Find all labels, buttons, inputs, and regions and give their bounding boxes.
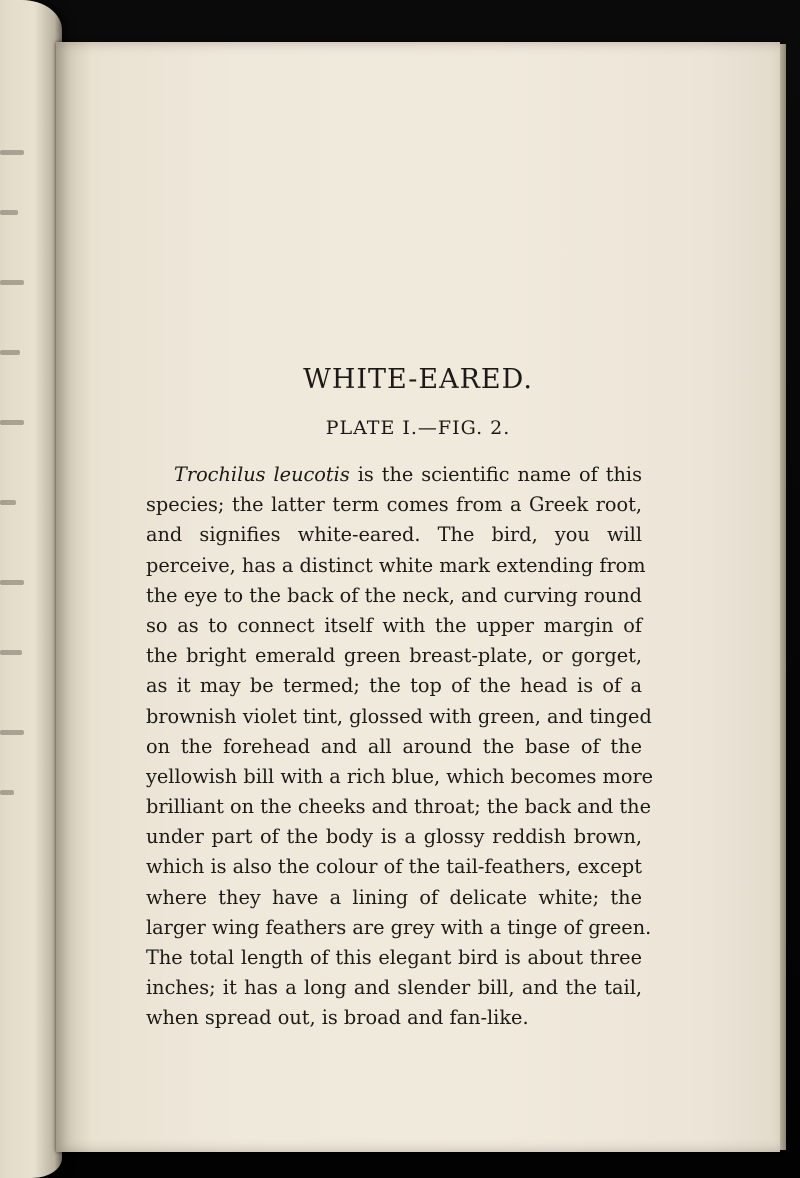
body-text (146, 460, 654, 1034)
bleed-through-mark (0, 730, 24, 735)
text-line: The total length of this elegant bird is about three (146, 946, 642, 969)
text-line: inches; it has a long and slender bill, and the tail, (146, 976, 642, 1000)
bleed-through-mark (0, 580, 24, 585)
bleed-through-mark (0, 210, 18, 215)
text-line: which is also the colour of the tail-feathers, except (146, 855, 642, 879)
bleed-through-mark (0, 350, 20, 355)
text-line: the bright emerald green breast-plate, or gorget, (146, 644, 642, 668)
text-line: on the forehead and all around the base of the (146, 734, 642, 758)
page-edge (780, 44, 786, 1150)
bleed-through-mark (0, 500, 16, 505)
text-line: brownish violet tint, glossed with green, and tinged (146, 704, 652, 728)
bleed-through-mark (0, 650, 22, 655)
left-page-edge (0, 0, 62, 1178)
text-line-rest: is the scientific name of this (349, 463, 642, 486)
bleed-through-mark (0, 150, 24, 155)
text-line: so as to connect itself with the upper margin of (146, 613, 642, 637)
text-line: brilliant on the cheeks and throat; the back and the (146, 795, 651, 819)
text-line: as it may be termed; the top of the head is of a (146, 674, 642, 698)
text-line: where they have a lining of delicate white; the (146, 885, 642, 909)
text-line: the eye to the back of the neck, and curving round (146, 583, 642, 607)
text-line: yellowish bill with a rich blue, which becomes more (146, 764, 654, 788)
page-heading: WHITE-EARED. (303, 364, 533, 395)
scientific-name: Trochilus leucotis (174, 463, 350, 486)
book-page (56, 42, 780, 1152)
bleed-through-mark (0, 790, 14, 795)
text-line: under part of the body is a glossy reddish brown, (146, 825, 642, 849)
text-line: perceive, has a distinct white mark extending from (146, 553, 646, 577)
text-line: species; the latter term comes from a Greek root, (146, 493, 642, 517)
bleed-through-mark (0, 280, 24, 285)
text-line: when spread out, is broad and fan-like. (146, 1006, 529, 1030)
text-line (146, 460, 642, 490)
bleed-through-mark (0, 420, 24, 425)
text-line: and signifies white-eared. The bird, you will (146, 523, 642, 547)
plate-reference: PLATE I.—FIG. 2. (325, 417, 511, 439)
text-line: larger wing feathers are grey with a tinge of green. (146, 915, 652, 939)
